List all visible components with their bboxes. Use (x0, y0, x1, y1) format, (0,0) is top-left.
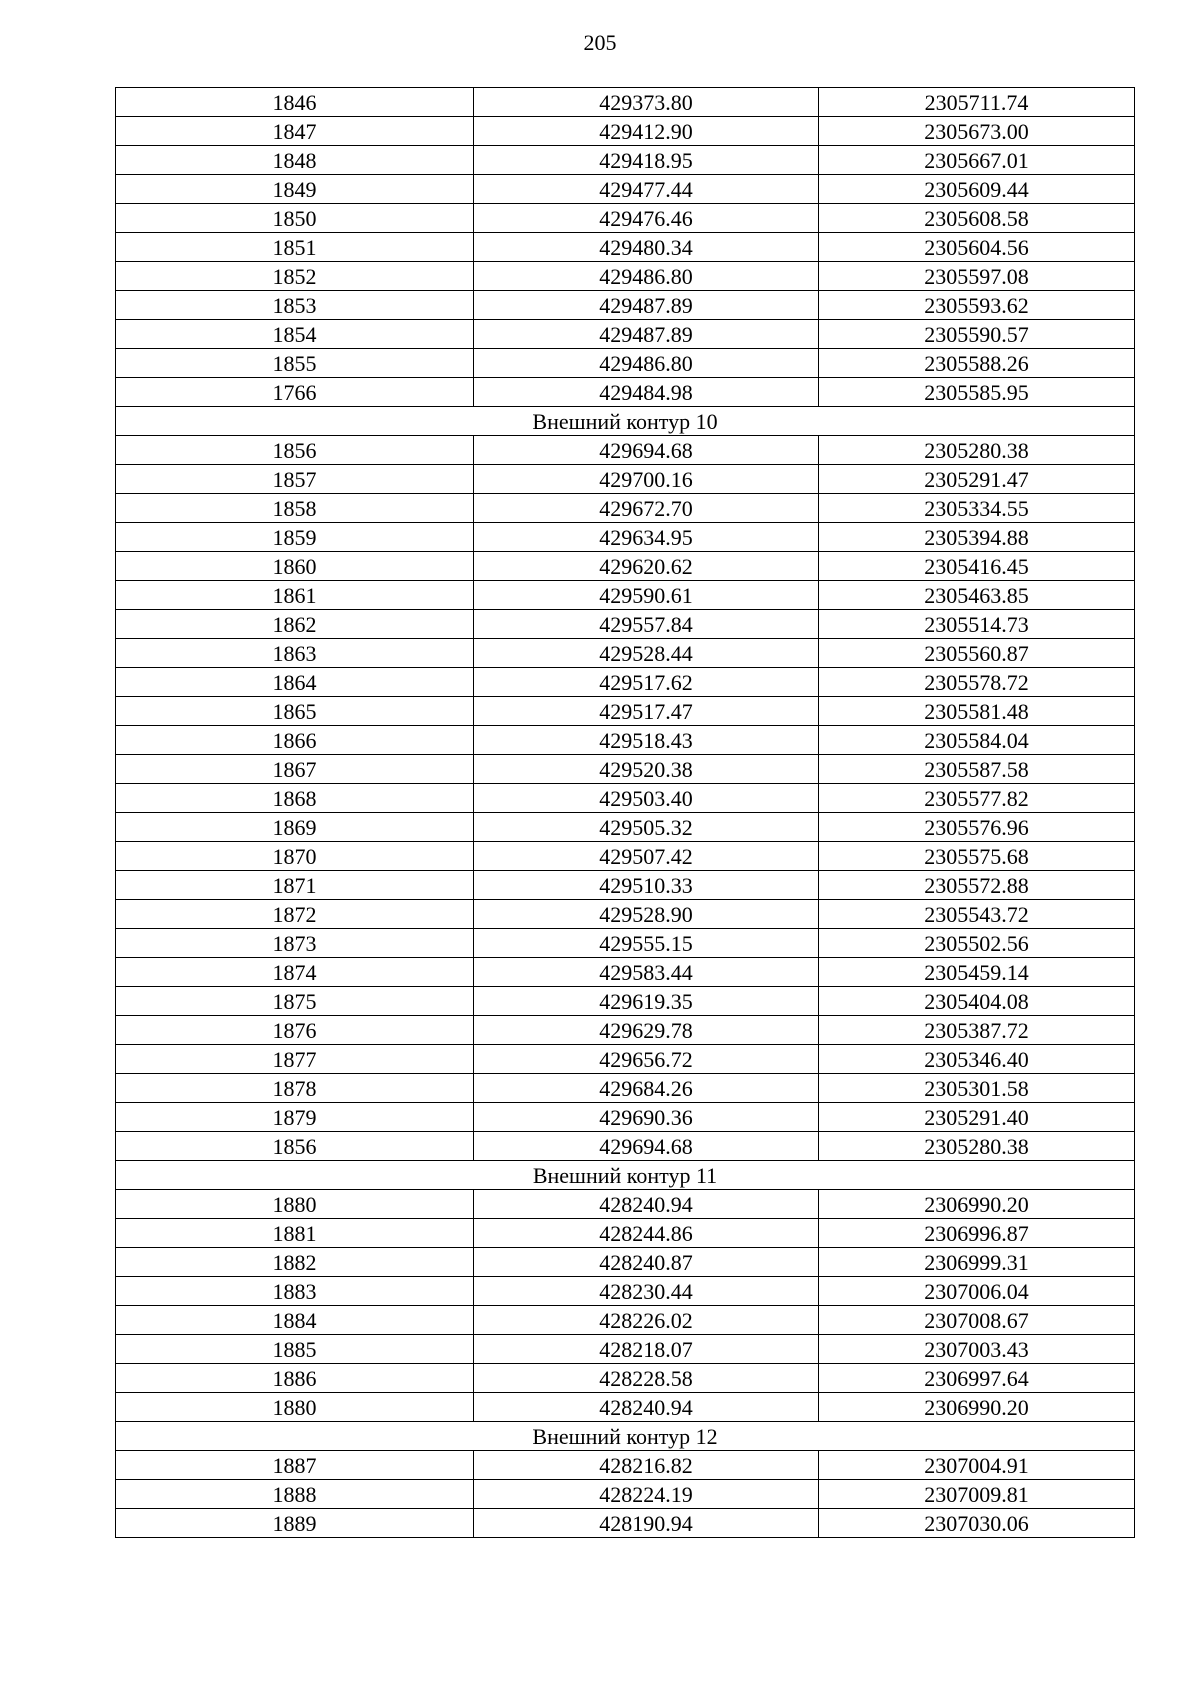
table-row (116, 929, 1135, 958)
table-row (116, 1016, 1135, 1045)
x-coordinate-cell: 429503.40 (474, 784, 819, 813)
x-coordinate-cell: 428226.02 (474, 1306, 819, 1335)
table-row (116, 117, 1135, 146)
y-coordinate-cell: 2305575.68 (819, 842, 1135, 871)
x-coordinate-cell: 429520.38 (474, 755, 819, 784)
x-coordinate-cell: 428190.94 (474, 1509, 819, 1538)
point-number-cell: 1871 (116, 871, 474, 900)
y-coordinate-cell: 2305609.44 (819, 175, 1135, 204)
y-coordinate-cell: 2306990.20 (819, 1393, 1135, 1422)
point-number-cell: 1874 (116, 958, 474, 987)
table-row (116, 1509, 1135, 1538)
table-row (116, 291, 1135, 320)
point-number-cell: 1887 (116, 1451, 474, 1480)
table-row (116, 378, 1135, 407)
x-coordinate-cell: 429477.44 (474, 175, 819, 204)
point-number-cell: 1864 (116, 668, 474, 697)
y-coordinate-cell: 2305463.85 (819, 581, 1135, 610)
table-row (116, 1248, 1135, 1277)
point-number-cell: 1848 (116, 146, 474, 175)
table-row (116, 871, 1135, 900)
table-row (116, 1190, 1135, 1219)
table-row (116, 1306, 1135, 1335)
x-coordinate-cell: 429373.80 (474, 88, 819, 117)
x-coordinate-cell: 429619.35 (474, 987, 819, 1016)
x-coordinate-cell: 428240.94 (474, 1393, 819, 1422)
coordinates-table (115, 87, 1135, 1538)
x-coordinate-cell: 429418.95 (474, 146, 819, 175)
y-coordinate-cell: 2305667.01 (819, 146, 1135, 175)
point-number-cell: 1880 (116, 1393, 474, 1422)
point-number-cell: 1863 (116, 639, 474, 668)
table-row (116, 813, 1135, 842)
point-number-cell: 1867 (116, 755, 474, 784)
table-row (116, 1480, 1135, 1509)
y-coordinate-cell: 2306997.64 (819, 1364, 1135, 1393)
point-number-cell: 1872 (116, 900, 474, 929)
point-number-cell: 1866 (116, 726, 474, 755)
table-row (116, 610, 1135, 639)
point-number-cell: 1862 (116, 610, 474, 639)
point-number-cell: 1879 (116, 1103, 474, 1132)
point-number-cell: 1875 (116, 987, 474, 1016)
point-number-cell: 1883 (116, 1277, 474, 1306)
y-coordinate-cell: 2305543.72 (819, 900, 1135, 929)
point-number-cell: 1856 (116, 436, 474, 465)
y-coordinate-cell: 2305576.96 (819, 813, 1135, 842)
y-coordinate-cell: 2305301.58 (819, 1074, 1135, 1103)
table-row (116, 262, 1135, 291)
x-coordinate-cell: 429476.46 (474, 204, 819, 233)
x-coordinate-cell: 428240.87 (474, 1248, 819, 1277)
point-number-cell: 1868 (116, 784, 474, 813)
table-row (116, 233, 1135, 262)
table-row (116, 320, 1135, 349)
x-coordinate-cell: 428228.58 (474, 1364, 819, 1393)
table-row (116, 494, 1135, 523)
point-number-cell: 1854 (116, 320, 474, 349)
point-number-cell: 1846 (116, 88, 474, 117)
point-number-cell: 1873 (116, 929, 474, 958)
point-number-cell: 1852 (116, 262, 474, 291)
y-coordinate-cell: 2306999.31 (819, 1248, 1135, 1277)
point-number-cell: 1877 (116, 1045, 474, 1074)
point-number-cell: 1860 (116, 552, 474, 581)
point-number-cell: 1878 (116, 1074, 474, 1103)
point-number-cell: 1859 (116, 523, 474, 552)
y-coordinate-cell: 2305291.40 (819, 1103, 1135, 1132)
x-coordinate-cell: 429690.36 (474, 1103, 819, 1132)
x-coordinate-cell: 429412.90 (474, 117, 819, 146)
table-row (116, 639, 1135, 668)
table-row (116, 552, 1135, 581)
y-coordinate-cell: 2307009.81 (819, 1480, 1135, 1509)
x-coordinate-cell: 429694.68 (474, 436, 819, 465)
x-coordinate-cell: 428218.07 (474, 1335, 819, 1364)
point-number-cell: 1876 (116, 1016, 474, 1045)
table-row (116, 88, 1135, 117)
table-row (116, 1074, 1135, 1103)
x-coordinate-cell: 428224.19 (474, 1480, 819, 1509)
y-coordinate-cell: 2307003.43 (819, 1335, 1135, 1364)
x-coordinate-cell: 429480.34 (474, 233, 819, 262)
y-coordinate-cell: 2305581.48 (819, 697, 1135, 726)
table-row (116, 146, 1135, 175)
y-coordinate-cell: 2305280.38 (819, 436, 1135, 465)
table-row (116, 900, 1135, 929)
y-coordinate-cell: 2305280.38 (819, 1132, 1135, 1161)
x-coordinate-cell: 429486.80 (474, 262, 819, 291)
x-coordinate-cell: 429510.33 (474, 871, 819, 900)
x-coordinate-cell: 428216.82 (474, 1451, 819, 1480)
point-number-cell: 1885 (116, 1335, 474, 1364)
x-coordinate-cell: 428244.86 (474, 1219, 819, 1248)
y-coordinate-cell: 2305416.45 (819, 552, 1135, 581)
y-coordinate-cell: 2305572.88 (819, 871, 1135, 900)
x-coordinate-cell: 429557.84 (474, 610, 819, 639)
y-coordinate-cell: 2305334.55 (819, 494, 1135, 523)
y-coordinate-cell: 2305585.95 (819, 378, 1135, 407)
x-coordinate-cell: 429507.42 (474, 842, 819, 871)
x-coordinate-cell: 429484.98 (474, 378, 819, 407)
point-number-cell: 1858 (116, 494, 474, 523)
table-row (116, 1103, 1135, 1132)
table-row (116, 697, 1135, 726)
y-coordinate-cell: 2305597.08 (819, 262, 1135, 291)
x-coordinate-cell: 429583.44 (474, 958, 819, 987)
page-number: 205 (583, 30, 617, 55)
x-coordinate-cell: 429620.62 (474, 552, 819, 581)
y-coordinate-cell: 2305560.87 (819, 639, 1135, 668)
y-coordinate-cell: 2305673.00 (819, 117, 1135, 146)
point-number-cell: 1884 (116, 1306, 474, 1335)
x-coordinate-cell: 429528.44 (474, 639, 819, 668)
y-coordinate-cell: 2305404.08 (819, 987, 1135, 1016)
table-row (116, 1277, 1135, 1306)
y-coordinate-cell: 2307008.67 (819, 1306, 1135, 1335)
x-coordinate-cell: 429528.90 (474, 900, 819, 929)
x-coordinate-cell: 429629.78 (474, 1016, 819, 1045)
y-coordinate-cell: 2305590.57 (819, 320, 1135, 349)
x-coordinate-cell: 429555.15 (474, 929, 819, 958)
x-coordinate-cell: 429486.80 (474, 349, 819, 378)
y-coordinate-cell: 2307004.91 (819, 1451, 1135, 1480)
y-coordinate-cell: 2307030.06 (819, 1509, 1135, 1538)
section-title: Внешний контур 12 (116, 1422, 1135, 1451)
y-coordinate-cell: 2306996.87 (819, 1219, 1135, 1248)
point-number-cell: 1851 (116, 233, 474, 262)
x-coordinate-cell: 429590.61 (474, 581, 819, 610)
table-row (116, 581, 1135, 610)
x-coordinate-cell: 429517.47 (474, 697, 819, 726)
point-number-cell: 1857 (116, 465, 474, 494)
x-coordinate-cell: 429634.95 (474, 523, 819, 552)
x-coordinate-cell: 429487.89 (474, 291, 819, 320)
section-header-row (116, 407, 1135, 436)
point-number-cell: 1889 (116, 1509, 474, 1538)
table-row (116, 987, 1135, 1016)
y-coordinate-cell: 2305711.74 (819, 88, 1135, 117)
y-coordinate-cell: 2305346.40 (819, 1045, 1135, 1074)
x-coordinate-cell: 428240.94 (474, 1190, 819, 1219)
point-number-cell: 1882 (116, 1248, 474, 1277)
section-title: Внешний контур 11 (116, 1161, 1135, 1190)
x-coordinate-cell: 429517.62 (474, 668, 819, 697)
point-number-cell: 1850 (116, 204, 474, 233)
y-coordinate-cell: 2305387.72 (819, 1016, 1135, 1045)
point-number-cell: 1886 (116, 1364, 474, 1393)
y-coordinate-cell: 2305588.26 (819, 349, 1135, 378)
table-row (116, 842, 1135, 871)
x-coordinate-cell: 429487.89 (474, 320, 819, 349)
point-number-cell: 1856 (116, 1132, 474, 1161)
y-coordinate-cell: 2305604.56 (819, 233, 1135, 262)
table-row (116, 349, 1135, 378)
table-row (116, 523, 1135, 552)
table-row (116, 1132, 1135, 1161)
table-row (116, 755, 1135, 784)
y-coordinate-cell: 2305587.58 (819, 755, 1135, 784)
x-coordinate-cell: 429518.43 (474, 726, 819, 755)
table-row (116, 175, 1135, 204)
table-row (116, 784, 1135, 813)
x-coordinate-cell: 428230.44 (474, 1277, 819, 1306)
point-number-cell: 1870 (116, 842, 474, 871)
point-number-cell: 1855 (116, 349, 474, 378)
y-coordinate-cell: 2305291.47 (819, 465, 1135, 494)
point-number-cell: 1888 (116, 1480, 474, 1509)
y-coordinate-cell: 2307006.04 (819, 1277, 1135, 1306)
table-row (116, 726, 1135, 755)
table-row (116, 1451, 1135, 1480)
y-coordinate-cell: 2305578.72 (819, 668, 1135, 697)
x-coordinate-cell: 429684.26 (474, 1074, 819, 1103)
section-header-row (116, 1161, 1135, 1190)
table-row (116, 436, 1135, 465)
y-coordinate-cell: 2305459.14 (819, 958, 1135, 987)
y-coordinate-cell: 2305577.82 (819, 784, 1135, 813)
x-coordinate-cell: 429700.16 (474, 465, 819, 494)
x-coordinate-cell: 429694.68 (474, 1132, 819, 1161)
x-coordinate-cell: 429656.72 (474, 1045, 819, 1074)
section-header-row (116, 1422, 1135, 1451)
table-row (116, 1045, 1135, 1074)
y-coordinate-cell: 2305593.62 (819, 291, 1135, 320)
section-title: Внешний контур 10 (116, 407, 1135, 436)
y-coordinate-cell: 2306990.20 (819, 1190, 1135, 1219)
table-row (116, 1335, 1135, 1364)
point-number-cell: 1849 (116, 175, 474, 204)
y-coordinate-cell: 2305584.04 (819, 726, 1135, 755)
table-row (116, 1219, 1135, 1248)
point-number-cell: 1880 (116, 1190, 474, 1219)
y-coordinate-cell: 2305502.56 (819, 929, 1135, 958)
y-coordinate-cell: 2305608.58 (819, 204, 1135, 233)
table-row (116, 668, 1135, 697)
table-row (116, 204, 1135, 233)
table-row (116, 1364, 1135, 1393)
table-row (116, 465, 1135, 494)
x-coordinate-cell: 429505.32 (474, 813, 819, 842)
point-number-cell: 1766 (116, 378, 474, 407)
point-number-cell: 1853 (116, 291, 474, 320)
point-number-cell: 1847 (116, 117, 474, 146)
x-coordinate-cell: 429672.70 (474, 494, 819, 523)
point-number-cell: 1881 (116, 1219, 474, 1248)
table-row (116, 958, 1135, 987)
y-coordinate-cell: 2305394.88 (819, 523, 1135, 552)
y-coordinate-cell: 2305514.73 (819, 610, 1135, 639)
point-number-cell: 1861 (116, 581, 474, 610)
table-row (116, 1393, 1135, 1422)
point-number-cell: 1865 (116, 697, 474, 726)
point-number-cell: 1869 (116, 813, 474, 842)
coordinates-table-body (116, 88, 1135, 1538)
